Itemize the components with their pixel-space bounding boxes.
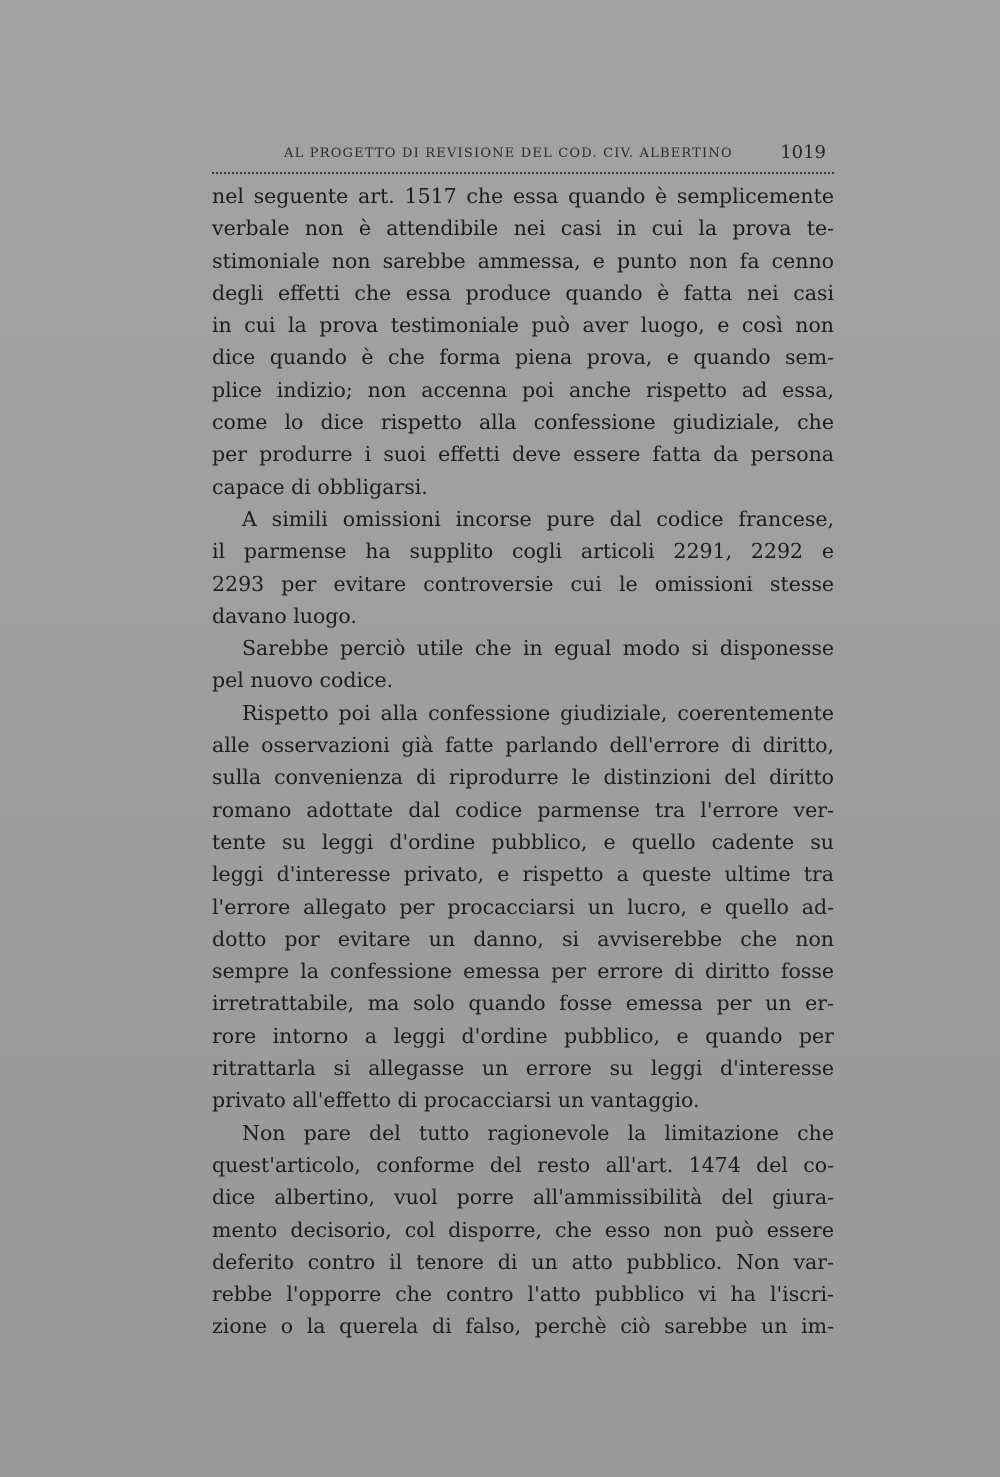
- text-line: capace di obbligarsi.: [212, 474, 428, 499]
- running-head: [212, 140, 832, 172]
- text-line: l'errore allegato per procacciarsi un lucro, e quello ad-: [212, 894, 834, 919]
- text-line: dotto por evitare un danno, si avviserebbe che non: [212, 926, 834, 951]
- text-line: per produrre i suoi effetti deve essere fatta da persona: [212, 442, 834, 467]
- text-line: tente su leggi d'ordine pubblico, e quello cadente su: [212, 829, 834, 854]
- text-line: verbale non è attendibile nei casi in cui la prova te-: [212, 216, 834, 241]
- text-line: come lo dice rispetto alla confessione giudiziale, che: [212, 410, 834, 435]
- text-line: mento decisorio, col disporre, che esso non può essere: [212, 1217, 834, 1242]
- text-line: leggi d'interesse privato, e rispetto a queste ultime tra: [212, 862, 834, 887]
- text-line: quest'articolo, conforme del resto all'art. 1474 del co-: [212, 1152, 834, 1177]
- text-line: il parmense ha supplito cogli articoli 2291, 2292 e: [212, 539, 834, 564]
- text-line: deferito contro il tenore di un atto pubblico. Non var-: [212, 1249, 834, 1274]
- text-line: rebbe l'opporre che contro l'atto pubblico vi ha l'iscri-: [212, 1282, 834, 1307]
- text-line: zione o la querela di falso, perchè ciò sarebbe un im-: [212, 1314, 834, 1339]
- header-dotted-rule: [212, 172, 834, 174]
- text-line: degli effetti che essa produce quando è fatta nei casi: [212, 280, 834, 305]
- body-text: [212, 180, 834, 1343]
- text-line: alle osservazioni già fatte parlando dell'errore di diritto,: [212, 733, 834, 758]
- running-title: AL PROGETTO DI REVISIONE DEL COD. CIV. ALBERTINO: [284, 146, 733, 161]
- text-line: rore intorno a leggi d'ordine pubblico, e quando per: [212, 1023, 834, 1048]
- text-line: sulla convenienza di riprodurre le distinzioni del diritto: [212, 765, 834, 790]
- text-line: davano luogo.: [212, 603, 357, 628]
- text-line: privato all'effetto di procacciarsi un vantaggio.: [212, 1088, 700, 1113]
- text-line: irretrattabile, ma solo quando fosse emessa per un er-: [212, 991, 834, 1016]
- text-line: dice quando è che forma piena prova, e quando sem-: [212, 345, 834, 370]
- text-line: in cui la prova testimoniale può aver luogo, e così non: [212, 313, 834, 338]
- text-line: ritrattarla si allegasse un errore su leggi d'interesse: [212, 1056, 834, 1081]
- text-line: nel seguente art. 1517 che essa quando è semplicemente: [212, 184, 834, 208]
- text-line: plice indizio; non accenna poi anche rispetto ad essa,: [212, 377, 834, 402]
- text-line: 2293 per evitare controversie cui le omissioni stesse: [212, 571, 834, 596]
- page-number: 1019: [780, 142, 826, 163]
- text-line: sempre la confessione emessa per errore di diritto fosse: [212, 959, 834, 984]
- text-line: Sarebbe perciò utile che in egual modo si disponesse: [242, 636, 834, 661]
- text-line: Rispetto poi alla confessione giudiziale, coerentemente: [242, 700, 834, 725]
- text-line: A simili omissioni incorse pure dal codice francese,: [242, 506, 834, 531]
- text-line: romano adottate dal codice parmense tra l'errore ver-: [212, 797, 834, 822]
- text-line: stimoniale non sarebbe ammessa, e punto non fa cenno: [212, 248, 834, 273]
- text-line: Non pare del tutto ragionevole la limitazione che: [242, 1120, 834, 1145]
- text-line: dice albertino, vuol porre all'ammissibilità del giura-: [212, 1185, 834, 1210]
- text-line: pel nuovo codice.: [212, 668, 394, 693]
